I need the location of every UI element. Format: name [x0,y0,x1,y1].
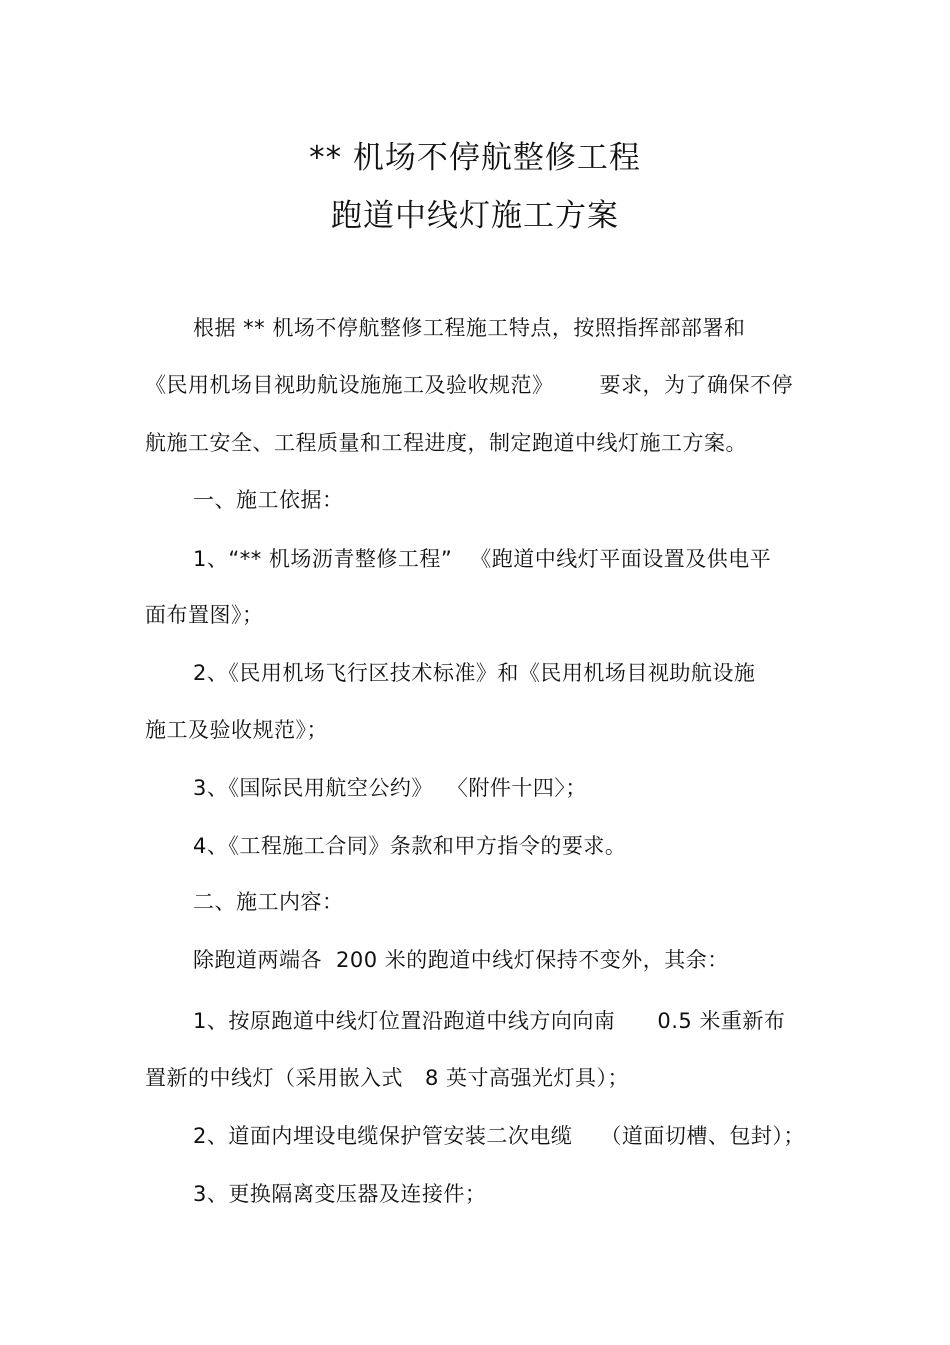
document-title-line-1: ** 机场不停航整修工程 [309,140,641,176]
content-intro: 除跑道两端各 200 米的跑道中线灯保持不变外，其余： [193,948,729,972]
section-1-heading: 一、施工依据： [193,488,344,512]
intro-paragraph-line-3: 航施工安全、工程质量和工程进度，制定跑道中线灯施工方案。 [145,431,747,455]
content-item-1-line-2: 置新的中线灯（采用嵌入式 8 英寸高强光灯具）； [145,1066,630,1090]
standard-reference-text: 《民用机场目视助航设施施工及验收规范》 [145,373,554,397]
basis-item-4: 4、《工程施工合同》条款和甲方指令的要求。 [193,834,627,858]
intro-requirement-text: 要求，为了确保不停 [599,373,793,397]
content-item-1-line-1: 1、按原跑道中线灯位置沿跑道中线方向向南 0.5 米重新布 [193,1009,786,1033]
basis-item-1-line-2: 面布置图》； [145,603,264,627]
intro-paragraph-line-1: 根据 ** 机场不停航整修工程施工特点，按照指挥部部署和 [193,316,746,340]
content-item-3: 3、更换隔离变压器及连接件； [193,1182,487,1206]
section-2-heading: 二、施工内容： [193,890,344,914]
intro-paragraph-line-2 [145,375,793,396]
basis-item-2-line-2: 施工及验收规范》； [145,718,328,742]
basis-item-3: 3、《国际民用航空公约》 〈附件十四〉； [193,776,587,800]
basis-item-1-line-1: 1、“** 机场沥青整修工程” 《跑道中线灯平面设置及供电平 [193,547,772,571]
document-title-line-2: 跑道中线灯施工方案 [331,198,619,234]
content-item-2: 2、道面内埋设电缆保护管安装二次电缆 （道面切槽、包封）； [193,1124,805,1148]
basis-item-2-line-1: 2、《民用机场飞行区技术标准》和《民用机场目视助航设施 [193,661,756,685]
